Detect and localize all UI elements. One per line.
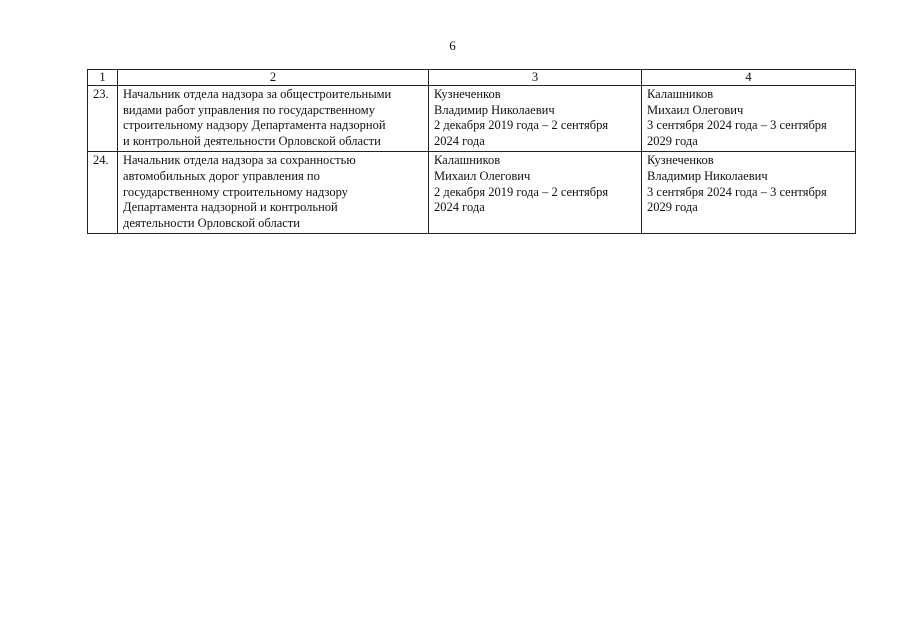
next-holder-cell — [642, 86, 856, 152]
text-line: 2024 года — [434, 200, 485, 215]
text-line: Кузнеченков — [647, 153, 714, 168]
table-row — [88, 152, 856, 234]
header-cell-1: 1 — [88, 70, 118, 86]
header-cell-2: 2 — [118, 70, 429, 86]
text-line: деятельности Орловской области — [123, 215, 300, 230]
current-holder-cell — [429, 86, 642, 152]
text-line: Начальник отдела надзора за сохранностью — [123, 153, 356, 168]
text-line: Кузнеченков — [434, 87, 501, 101]
text-line: Начальник отдела надзора за общестроительными — [123, 87, 392, 101]
position-cell — [118, 86, 429, 152]
text-line: Департамента надзорной и контрольной — [123, 200, 338, 215]
text-line: Владимир Николаевич — [647, 168, 768, 183]
table-row — [88, 86, 856, 152]
text-line: 2 декабря 2019 года – 2 сентября — [434, 184, 609, 199]
text-line: Владимир Николаевич — [434, 102, 555, 117]
text-line: 2024 года — [434, 133, 485, 148]
text-line: 2029 года — [647, 133, 698, 148]
text-line: и контрольной деятельности Орловской области — [123, 133, 381, 148]
table-header-row — [88, 70, 856, 86]
text-line: автомобильных дорог управления по — [123, 168, 320, 183]
header-cell-4: 4 — [642, 70, 856, 86]
current-holder-cell — [429, 152, 642, 234]
text-line: 3 сентября 2024 года – 3 сентября — [647, 184, 827, 199]
text-line: 3 сентября 2024 года – 3 сентября — [647, 118, 827, 133]
text-line: Калашников — [647, 87, 714, 101]
text-line: 2 декабря 2019 года – 2 сентября — [434, 118, 609, 133]
text-line: Михаил Олегович — [647, 102, 744, 117]
rotation-table — [87, 69, 856, 234]
page-number: 6 — [449, 38, 456, 53]
text-line: видами работ управления по государственному — [123, 102, 375, 117]
row-number: 23. — [88, 86, 118, 152]
header-cell-3: 3 — [429, 70, 642, 86]
text-line: строительному надзору Департамента надзорной — [123, 118, 386, 133]
text-line: государственному строительному надзору — [123, 184, 348, 199]
row-number: 24. — [88, 152, 118, 234]
next-holder-cell — [642, 152, 856, 234]
position-cell — [118, 152, 429, 234]
text-line: Калашников — [434, 153, 501, 168]
text-line: 2029 года — [647, 200, 698, 215]
text-line: Михаил Олегович — [434, 168, 531, 183]
